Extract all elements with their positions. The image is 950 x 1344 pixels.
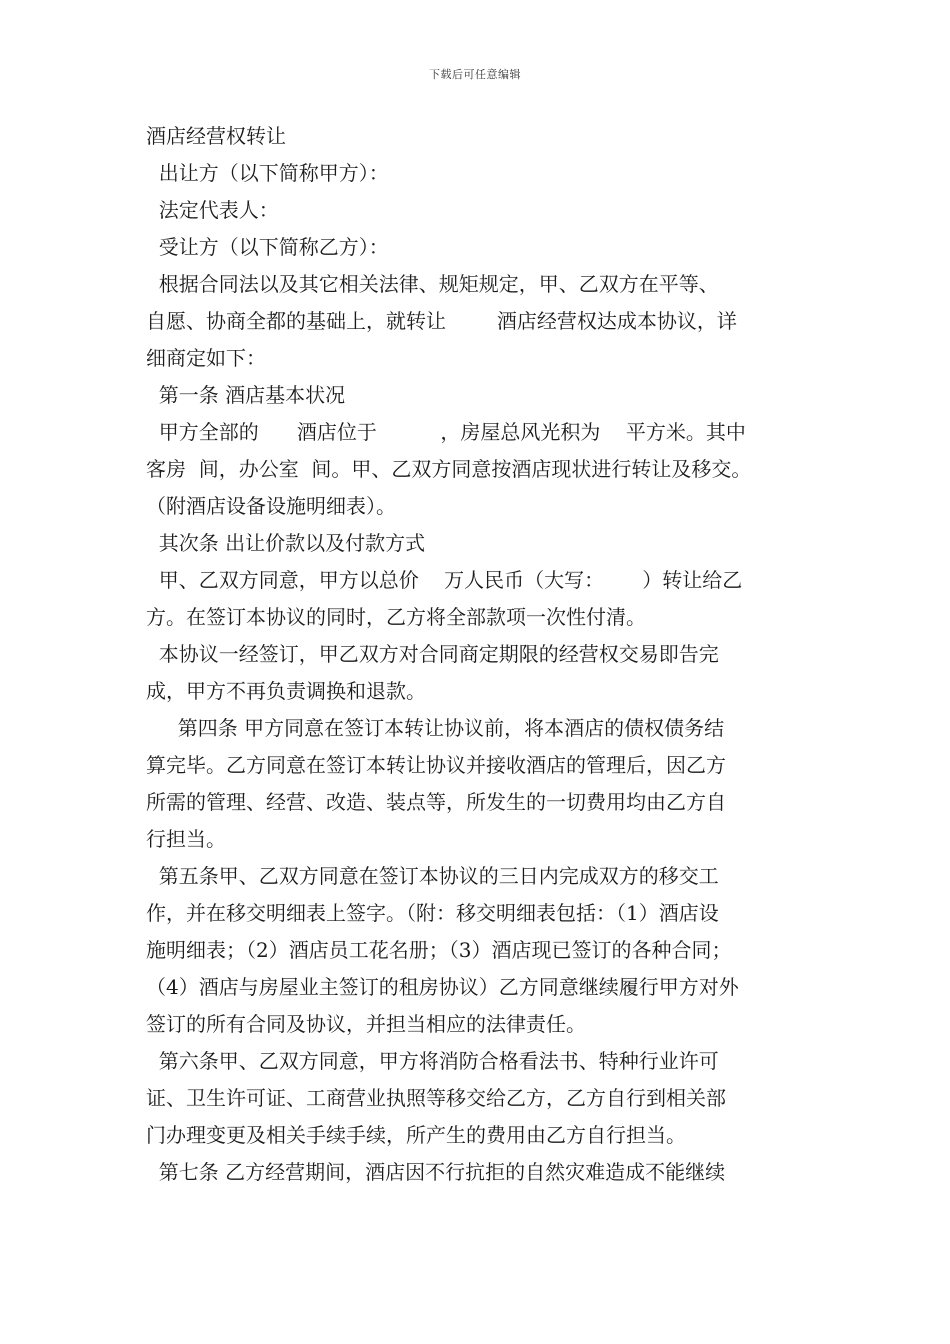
paragraph-line: 成，甲方不再负责调换和退款。 (146, 679, 426, 703)
paragraph-line: 第七条 乙方经营期间，酒店因不行抗拒的自然灾难造成不能继续 (146, 1160, 726, 1184)
paragraph-line: 签订的所有合同及协议，并担当相应的法律责任。 (146, 1012, 586, 1036)
page-header-note: 下载后可任意编辑 (429, 68, 521, 81)
paragraph-line: 甲、乙双方同意，甲方以总价 万人民币（大写： ）转让给乙 (146, 568, 743, 592)
paragraph-line: 客房 间，办公室 间。甲、乙双方同意按酒店现状进行转让及移交。 (146, 457, 752, 481)
paragraph-line: 法定代表人： (146, 198, 279, 222)
document-body (146, 118, 826, 1191)
paragraph-line: 受让方（以下简称乙方）： (146, 235, 389, 259)
article-heading: 第一条 酒店基本状况 (146, 383, 346, 407)
paragraph-line: 算完毕。乙方同意在签订本转让协议并接收酒店的管理后，因乙方 (146, 753, 726, 777)
paragraph-line: 细商定如下： (146, 346, 266, 370)
paragraph-line: （附酒店设备设施明细表）。 (146, 494, 396, 518)
paragraph-line: 甲方全部的 酒店位于 ，房屋总风光积为 平方米。其中 (146, 420, 746, 444)
paragraph-line: 第五条甲、乙双方同意在签订本协议的三日内完成双方的移交工 (146, 864, 719, 888)
paragraph-line: 作，并在移交明细表上签字。（附：移交明细表包括：（1）酒店设 (146, 901, 719, 925)
paragraph-line: 第六条甲、乙双方同意，甲方将消防合格看法书、特种行业许可 (146, 1049, 719, 1073)
paragraph-line: 出让方（以下简称甲方）： (146, 161, 389, 185)
paragraph-line: 第四条 甲方同意在签订本转让协议前，将本酒店的债权债务结 (146, 716, 725, 740)
paragraph-line: 施明细表；（2）酒店员工花名册；（3）酒店现已签订的各种合同； (146, 938, 732, 962)
paragraph-line: 行担当。 (146, 827, 226, 851)
paragraph-line: 证、卫生许可证、工商营业执照等移交给乙方，乙方自行到相关部 (146, 1086, 726, 1110)
paragraph-line: 本协议一经签订，甲乙双方对合同商定期限的经营权交易即告完 (146, 642, 719, 666)
paragraph-line: 自愿、协商全都的基础上，就转让 酒店经营权达成本协议，详 (146, 309, 737, 333)
paragraph-line: 所需的管理、经营、改造、装点等，所发生的一切费用均由乙方自 (146, 790, 726, 814)
paragraph-line: 根据合同法以及其它相关法律、规矩规定，甲、乙双方在平等、 (146, 272, 719, 296)
paragraph-line: 方。在签订本协议的同时，乙方将全部款项一次性付清。 (146, 605, 646, 629)
paragraph-line: （4）酒店与房屋业主签订的租房协议）乙方同意继续履行甲方对外 (146, 975, 739, 999)
paragraph-line: 门办理变更及相关手续手续，所产生的费用由乙方自行担当。 (146, 1123, 686, 1147)
document-title: 酒店经营权转让 (146, 124, 286, 148)
article-heading: 其次条 出让价款以及付款方式 (146, 531, 426, 555)
